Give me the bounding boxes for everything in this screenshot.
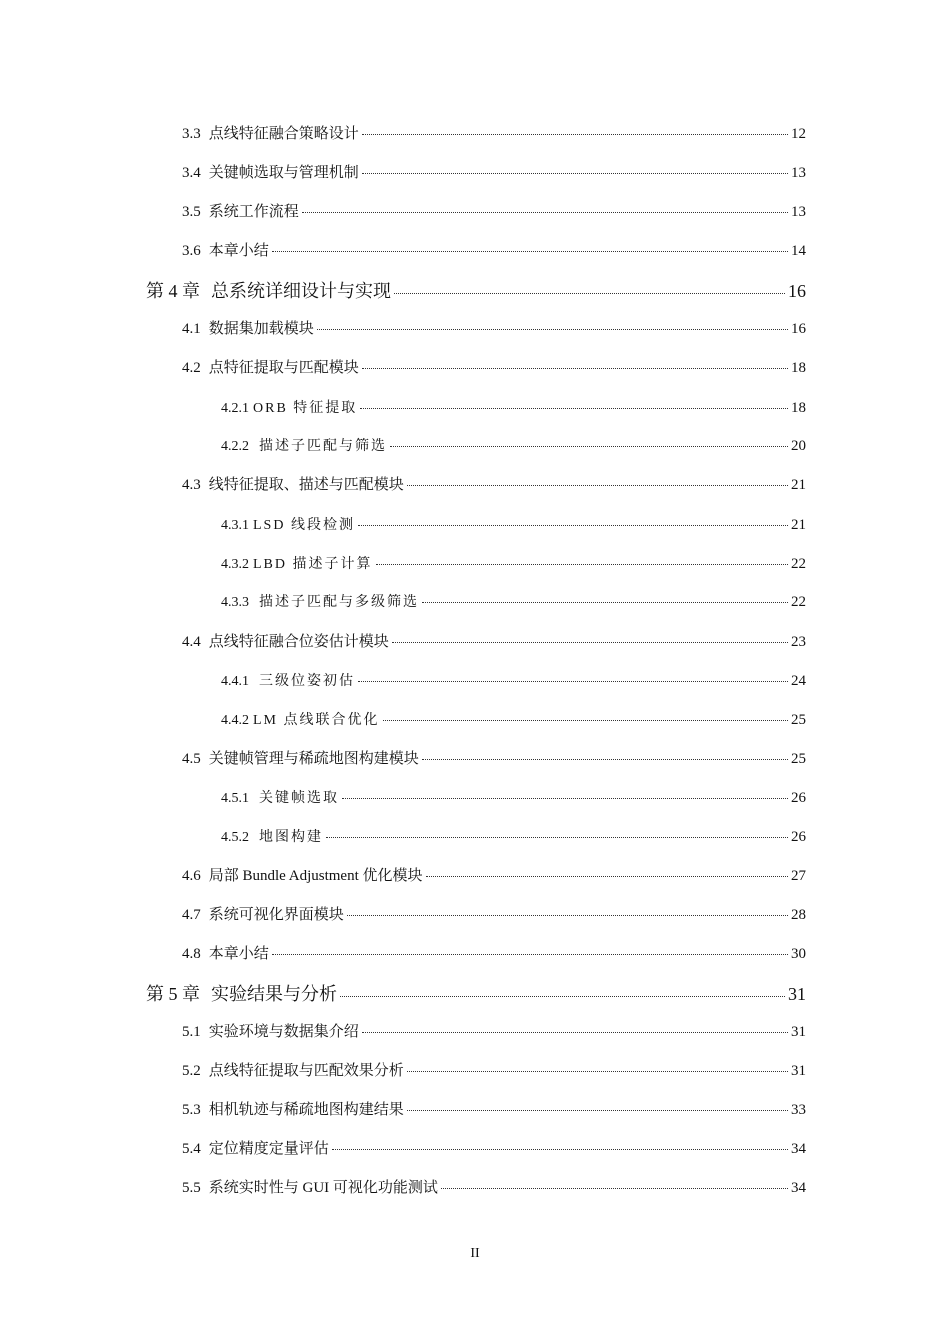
toc-entry-page: 25: [791, 712, 806, 728]
toc-entry-title: 地图构建: [259, 830, 323, 845]
toc-entry-title: 点线特征融合策略设计: [208, 126, 359, 142]
toc-entry-4-4[interactable]: [182, 632, 806, 652]
toc-entry-4-2-2[interactable]: [221, 436, 806, 457]
toc-entry-page: 33: [791, 1102, 806, 1118]
dot-leader: [358, 681, 788, 682]
dot-leader: [358, 525, 788, 526]
toc-entry-3-4[interactable]: [182, 163, 806, 183]
toc-entry-4-8[interactable]: [182, 944, 806, 964]
toc-chapter-title: 实验结果与分析: [211, 984, 337, 1004]
toc-entry-title: 数据集加载模块: [208, 321, 314, 337]
toc-entry-number: 5.4: [182, 1141, 201, 1157]
toc-entry-4-2-1[interactable]: [221, 398, 806, 419]
toc-entry-title: 系统实时性与 GUI 可视化功能测试: [208, 1180, 438, 1196]
toc-entry-number: 4.4.1: [221, 674, 249, 689]
dot-leader: [302, 212, 788, 213]
page-number: II: [470, 1246, 480, 1261]
toc-entry-page: 18: [791, 400, 806, 416]
toc-entry-4-5-2[interactable]: [221, 827, 806, 848]
toc-entry-4-3-3[interactable]: [221, 592, 806, 613]
toc-entry-page: 31: [791, 1063, 806, 1079]
toc-entry-title: ORB 特征提取: [253, 401, 358, 416]
toc-entry-number: 3.5: [182, 204, 201, 220]
toc-entry-title: 点线特征融合位姿估计模块: [208, 634, 389, 650]
toc-entry-number: 4.7: [182, 907, 201, 923]
toc-chapter-title: 总系统详细设计与实现: [211, 281, 391, 301]
toc-entry-number: 3.4: [182, 165, 201, 181]
toc-entry-4-5-1[interactable]: [221, 788, 806, 809]
toc-entry-number: 4.8: [182, 946, 201, 962]
dot-leader: [362, 134, 788, 135]
dot-leader: [362, 368, 788, 369]
dot-leader: [383, 720, 789, 721]
toc-entry-page: 13: [791, 204, 806, 220]
dot-leader: [317, 329, 788, 330]
toc-entry-4-3-1[interactable]: [221, 515, 806, 536]
toc-entry-4-3[interactable]: [182, 475, 806, 495]
toc-entry-page: 23: [791, 634, 806, 650]
toc-entry-4-2[interactable]: [182, 358, 806, 378]
toc-entry-page: 22: [791, 594, 806, 610]
toc-entry-page: 34: [791, 1141, 806, 1157]
toc-entry-number: 4.5.2: [221, 830, 249, 845]
toc-entry-4-5[interactable]: [182, 749, 806, 769]
toc-entry-4-4-2[interactable]: [221, 710, 806, 731]
dot-leader: [332, 1149, 788, 1150]
toc-entry-title: 系统工作流程: [208, 204, 299, 220]
toc-entry-title: 点线特征提取与匹配效果分析: [208, 1063, 404, 1079]
toc-entry-number: 5.2: [182, 1063, 201, 1079]
toc-entry-title: 本章小结: [208, 946, 269, 962]
toc-entry-title: 描述子匹配与筛选: [259, 439, 387, 454]
dot-leader: [272, 251, 788, 252]
toc-entry-5-2[interactable]: [182, 1061, 806, 1081]
dot-leader: [362, 1032, 788, 1033]
toc-entry-page: 22: [791, 556, 806, 572]
toc-entry-page: 18: [791, 360, 806, 376]
toc-entry-5-4[interactable]: [182, 1139, 806, 1159]
toc-entry-page: 20: [791, 438, 806, 454]
toc-entry-page: 21: [791, 517, 806, 533]
toc-entry-page: 14: [791, 243, 806, 259]
toc-entry-page: 24: [791, 673, 806, 689]
dot-leader: [342, 798, 788, 799]
toc-entry-page: 16: [791, 321, 806, 337]
toc-entry-number: 4.5.1: [221, 791, 249, 806]
dot-leader: [326, 837, 788, 838]
toc-entry-title: 三级位姿初估: [259, 674, 355, 689]
toc-entry-number: 4.4: [182, 634, 201, 650]
toc-entry-page: 26: [791, 790, 806, 806]
toc-entry-4-1[interactable]: [182, 319, 806, 339]
toc-entry-page: 31: [788, 984, 806, 1004]
toc-entry-title: LM 点线联合优化: [253, 713, 380, 728]
dot-leader: [340, 996, 785, 997]
toc-entry-number: 5.1: [182, 1024, 201, 1040]
toc-entry-page: 26: [791, 829, 806, 845]
toc-entry-title: 点特征提取与匹配模块: [208, 360, 359, 376]
toc-entry-page: 25: [791, 751, 806, 767]
toc-entry-number: 4.2.1: [221, 401, 249, 416]
dot-leader: [422, 759, 788, 760]
toc-entry-4-3-2[interactable]: [221, 554, 806, 575]
toc-entry-number: 4.2.2: [221, 439, 249, 454]
dot-leader: [390, 446, 788, 447]
dot-leader: [394, 293, 785, 294]
toc-entry-4-7[interactable]: [182, 905, 806, 925]
toc-entry-number: 4.1: [182, 321, 201, 337]
toc-entry-number: 4.3.1: [221, 518, 249, 533]
dot-leader: [376, 564, 789, 565]
toc-entry-number: 4.5: [182, 751, 201, 767]
toc-entry-title: LBD 描述子计算: [253, 557, 373, 572]
toc-chapter-number: 第 4 章: [146, 281, 200, 301]
toc-entry-title: 线特征提取、描述与匹配模块: [208, 477, 404, 493]
toc-entry-number: 4.3: [182, 477, 201, 493]
toc-entry-number: 4.3.2: [221, 557, 249, 572]
toc-entry-title: 相机轨迹与稀疏地图构建结果: [208, 1102, 404, 1118]
toc-entry-3-5[interactable]: [182, 202, 806, 222]
toc-entry-number: 4.2: [182, 360, 201, 376]
toc-entry-5-3[interactable]: [182, 1100, 806, 1120]
toc-entry-3-3[interactable]: [182, 124, 806, 144]
toc-entry-page: 12: [791, 126, 806, 142]
toc-entry-4-4-1[interactable]: [221, 671, 806, 692]
toc-entry-number: 4.6: [182, 868, 201, 884]
dot-leader: [347, 915, 788, 916]
dot-leader: [422, 602, 788, 603]
toc-entry-page: 28: [791, 907, 806, 923]
toc-entry-title: 关键帧选取与管理机制: [208, 165, 359, 181]
dot-leader: [407, 485, 788, 486]
dot-leader: [362, 173, 788, 174]
toc-entry-page: 27: [791, 868, 806, 884]
toc-entry-page: 13: [791, 165, 806, 181]
toc-entry-title: LSD 线段检测: [253, 518, 355, 533]
toc-entry-5-1[interactable]: [182, 1022, 806, 1042]
dot-leader: [441, 1188, 788, 1189]
dot-leader: [272, 954, 788, 955]
toc-entry-title: 系统可视化界面模块: [208, 907, 344, 923]
toc-entry-3-6[interactable]: [182, 241, 806, 261]
toc-entry-number: 4.4.2: [221, 713, 249, 728]
dot-leader: [407, 1110, 788, 1111]
toc-entry-title: 描述子匹配与多级筛选: [259, 595, 419, 610]
toc-entry-title: 关键帧管理与稀疏地图构建模块: [208, 751, 419, 767]
toc-entry-5-5[interactable]: [182, 1178, 806, 1198]
toc-chapter-4[interactable]: [146, 279, 806, 303]
dot-leader: [360, 408, 788, 409]
toc-entry-title: 本章小结: [208, 243, 269, 259]
toc-entry-page: 30: [791, 946, 806, 962]
toc-entry-number: 4.3.3: [221, 595, 249, 610]
toc-chapter-number: 第 5 章: [146, 984, 200, 1004]
toc-entry-title: 关键帧选取: [259, 791, 339, 806]
toc-entry-number: 3.6: [182, 243, 201, 259]
dot-leader: [426, 876, 788, 877]
toc-entry-4-6[interactable]: [182, 866, 806, 886]
toc-entry-page: 31: [791, 1024, 806, 1040]
toc-entry-title: 定位精度定量评估: [208, 1141, 329, 1157]
toc-chapter-5[interactable]: [146, 982, 806, 1006]
toc-entry-number: 5.3: [182, 1102, 201, 1118]
dot-leader: [407, 1071, 788, 1072]
dot-leader: [392, 642, 788, 643]
toc-entry-page: 16: [788, 281, 806, 301]
toc-entry-page: 34: [791, 1180, 806, 1196]
toc-entry-number: 3.3: [182, 126, 201, 142]
toc-entry-title: 局部 Bundle Adjustment 优化模块: [208, 868, 423, 884]
toc-entry-title: 实验环境与数据集介绍: [208, 1024, 359, 1040]
toc-entry-page: 21: [791, 477, 806, 493]
toc-entry-number: 5.5: [182, 1180, 201, 1196]
